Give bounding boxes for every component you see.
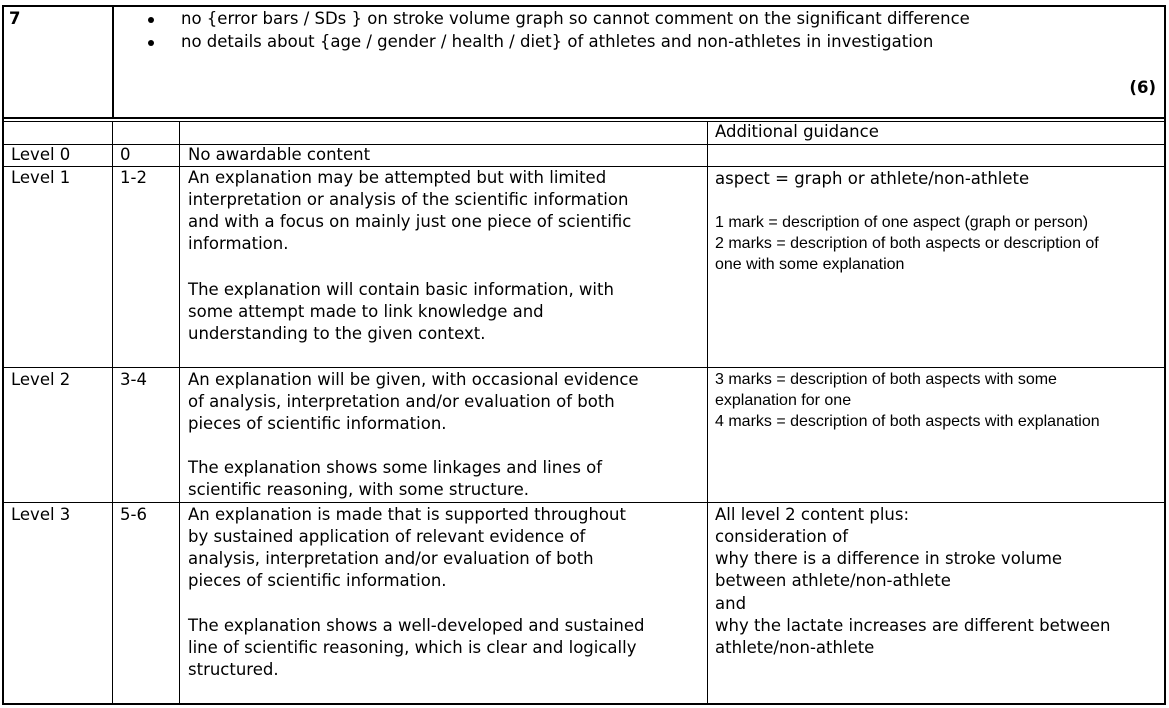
marks-range: 1-2	[120, 168, 147, 187]
descriptor-line: some attempt made to link knowledge and	[188, 302, 544, 321]
question-bullet-2: no details about {age / gender / health / diet} of athletes and non-athletes in investigation	[181, 32, 934, 51]
guidance-line: why there is a difference in stroke volume	[715, 549, 1063, 568]
guidance-line: 3 marks = description of both aspects with some	[715, 371, 1057, 388]
table-line-5	[2, 502, 1166, 503]
table-line-4	[2, 367, 1166, 368]
descriptor-line: pieces of scientific information.	[188, 571, 447, 590]
border-left	[2, 5, 4, 705]
question-divider-vertical	[112, 5, 114, 119]
guidance-line: explanation for one	[715, 392, 852, 409]
level-label: Level 3	[11, 505, 71, 524]
descriptor-line: The explanation shows some linkages and lines of	[188, 458, 603, 477]
descriptor-line: and with a focus on mainly just one piece of scientific	[188, 212, 632, 231]
guidance-line: 1 mark = description of one aspect (graph or person)	[715, 214, 1089, 231]
border-bottom	[2, 703, 1166, 705]
level-label: Level 0	[11, 145, 71, 164]
question-marks: (6)	[1129, 78, 1156, 97]
guidance-line: between athlete/non-athlete	[715, 571, 951, 590]
descriptor-line: An explanation is made that is supported throughout	[188, 505, 626, 524]
descriptor-line: No awardable content	[188, 145, 371, 164]
descriptor-line: understanding to the given context.	[188, 324, 486, 343]
descriptor-line: pieces of scientific information.	[188, 414, 447, 433]
descriptor-line: An explanation will be given, with occasional evidence	[188, 370, 639, 389]
guidance-line-justified	[715, 369, 1155, 390]
descriptor-line: scientific reasoning, with some structure.	[188, 480, 529, 499]
descriptor-line: The explanation will contain basic information, with	[188, 280, 614, 299]
table-col-line-1	[112, 121, 113, 704]
guidance-line: why the lactate increases are different between	[715, 616, 1111, 635]
descriptor-line: The explanation shows a well-developed and sustained	[188, 616, 645, 635]
bullet-icon	[148, 40, 154, 46]
guidance-line: 2 marks = description of both aspects or description of	[715, 235, 1099, 252]
descriptor-line: structured.	[188, 660, 279, 679]
question-bullet-1: no {error bars / SDs } on stroke volume graph so cannot comment on the significant difference	[181, 9, 970, 28]
marks-range: 0	[120, 145, 131, 164]
descriptor-line: An explanation may be attempted but with limited	[188, 168, 607, 187]
descriptor-line: analysis, interpretation and/or evaluation of both	[188, 549, 594, 568]
guidance-line: and	[715, 594, 747, 613]
table-line-2	[2, 144, 1166, 145]
border-right	[1164, 5, 1166, 705]
descriptor-line: interpretation or analysis of the scientific information	[188, 190, 629, 209]
question-divider-horizontal	[2, 117, 1166, 119]
guidance-line: consideration of	[715, 527, 849, 546]
table-col-line-3	[707, 121, 708, 704]
descriptor-line: by sustained application of relevant evidence of	[188, 527, 586, 546]
marks-range: 5-6	[120, 505, 147, 524]
descriptor-line: information.	[188, 234, 289, 253]
level-label: Level 1	[11, 168, 71, 187]
table-col-line-2	[179, 121, 180, 704]
guidance-line: one with some explanation	[715, 256, 905, 273]
guidance-line: athlete/non-athlete	[715, 638, 875, 657]
descriptor-line: of analysis, interpretation and/or evaluation of both	[188, 392, 615, 411]
descriptor-line: line of scientific reasoning, which is clear and logically	[188, 638, 637, 657]
marks-range: 3-4	[120, 370, 147, 389]
guidance-line: All level 2 content plus:	[715, 505, 910, 524]
guidance-line: 4 marks = description of both aspects with explanation	[715, 413, 1100, 430]
level-label: Level 2	[11, 370, 71, 389]
question-number: 7	[9, 9, 21, 28]
table-line-1	[2, 121, 1166, 122]
header-additional-guidance: Additional guidance	[715, 122, 879, 141]
border-top	[2, 5, 1166, 7]
bullet-icon	[148, 17, 154, 23]
guidance-line: aspect = graph or athlete/non-athlete	[715, 169, 1030, 188]
